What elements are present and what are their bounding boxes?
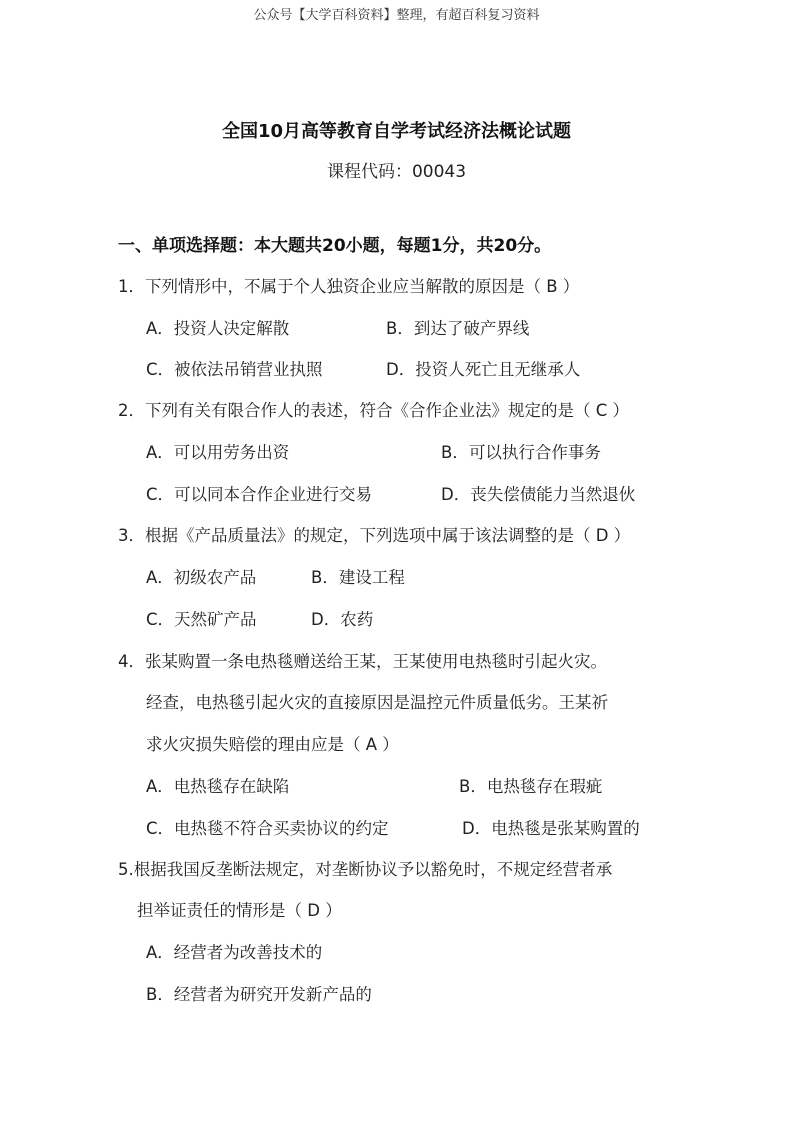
question-4-option-c: C．电热毯不符合买卖协议的约定 <box>146 819 389 838</box>
question-1-stem: 1．下列情形中，不属于个人独资企业应当解散的原因是（ B ） <box>118 277 580 296</box>
question-4-option-a: A．电热毯存在缺陷 <box>146 777 290 796</box>
question-1-option-a: A．投资人决定解散 <box>146 319 290 338</box>
question-1-option-b: B．到达了破产界线 <box>386 319 530 338</box>
question-2-option-d: D．丧失偿债能力当然退伙 <box>441 485 636 504</box>
question-3-option-d: D．农药 <box>311 610 374 629</box>
question-1-option-d: D．投资人死亡且无继承人 <box>386 360 581 379</box>
question-1-option-c: C．被依法吊销营业执照 <box>146 360 323 379</box>
question-2-option-c: C．可以同本合作企业进行交易 <box>146 485 373 504</box>
course-code: 课程代码：00043 <box>326 162 467 182</box>
question-2-option-b: B．可以执行合作事务 <box>441 443 601 462</box>
question-4-stem-line-3: 求火灾损失赔偿的理由应是（ A ） <box>146 735 399 754</box>
question-3-option-c: C．天然矿产品 <box>146 610 257 629</box>
question-4-option-d: D．电热毯是张某购置的 <box>462 819 640 838</box>
question-5-option-a: A．经营者为改善技术的 <box>146 943 323 962</box>
question-5-option-b: B．经营者为研究开发新产品的 <box>146 985 372 1004</box>
question-2-option-a: A．可以用劳务出资 <box>146 443 290 462</box>
question-3-option-a: A．初级农产品 <box>146 568 257 587</box>
document-title: 全国10月高等教育自学考试经济法概论试题 <box>221 121 572 142</box>
question-5-stem-line-1: 5.根据我国反垄断法规定，对垄断协议予以豁免时，不规定经营者承 <box>118 860 613 879</box>
question-3-stem: 3．根据《产品质量法》的规定，下列选项中属于该法调整的是（ D ） <box>118 526 631 545</box>
question-5-stem-line-2: 担举证责任的情形是（ D ） <box>137 901 342 920</box>
question-2-stem: 2．下列有关有限合作人的表述，符合《合作企业法》规定的是（ C ） <box>118 401 630 420</box>
question-4-stem-line-2: 经查，电热毯引起火灾的直接原因是温控元件质量低劣。王某祈 <box>146 693 608 712</box>
section-heading: 一、单项选择题：本大题共20小题，每题1分，共20分。 <box>118 236 552 256</box>
header-note: 公众号【大学百科资料】整理，有超百科复习资料 <box>253 8 540 23</box>
question-3-option-b: B．建设工程 <box>311 568 405 587</box>
question-4-stem-line-1: 4．张某购置一条电热毯赠送给王某，王某使用电热毯时引起火灾。 <box>118 652 607 671</box>
question-4-option-b: B．电热毯存在瑕疵 <box>459 777 603 796</box>
